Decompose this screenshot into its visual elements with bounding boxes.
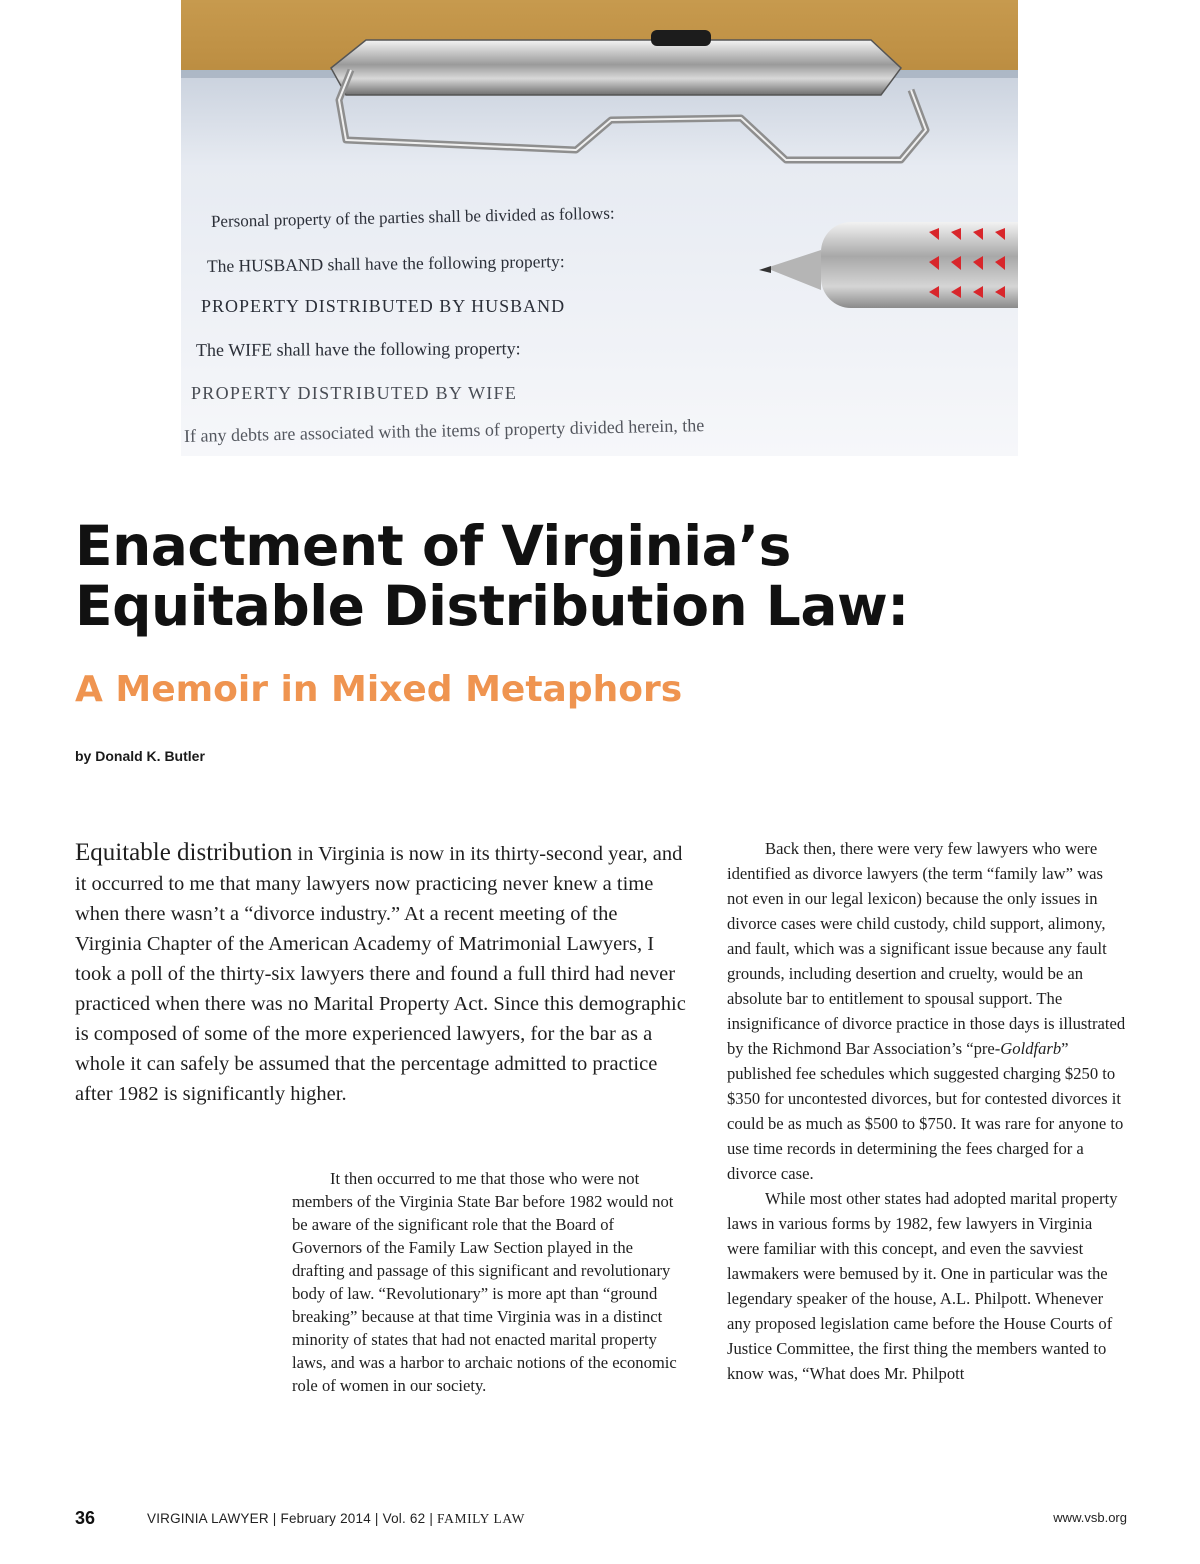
separator: | <box>374 1511 379 1526</box>
lead-start: Equitable distribution <box>75 839 293 866</box>
document-line: PROPERTY DISTRIBUTED BY WIFE <box>191 383 518 403</box>
issue-date: February 2014 <box>280 1511 371 1526</box>
volume: Vol. 62 <box>382 1511 426 1526</box>
lead-paragraph <box>75 838 687 1109</box>
title-line: Equitable Distribution Law: <box>75 574 909 638</box>
page-number: 36 <box>75 1508 96 1528</box>
case-name: Goldfarb <box>1000 1039 1062 1058</box>
document-line: The WIFE shall have the following property: <box>195 338 521 360</box>
byline: by Donald K. Butler <box>75 748 205 764</box>
document-line: The HUSBAND shall have the following property: <box>206 251 565 276</box>
right-paragraph-1 <box>727 836 1127 1186</box>
separator: | <box>429 1511 434 1526</box>
article-title <box>75 516 1135 636</box>
article-subtitle: A Memoir in Mixed Metaphors <box>75 669 683 710</box>
lead-text: in Virginia is now in its thirty-second year, and it occurred to me that many lawyers now practicing never knew a time when there wasn’t a “divorce industry.” At a recent meeting of the Virginia Chapter of the American Academy of Matrimonial Lawyers, I took a poll of the thirty-six lawyers there and found a full third had never practiced when there was no Marital Property Act. Since this demographic is composed of some of the more experienced lawyers, for the bar as a whole it can safely be assumed that the percentage admitted to practice after 1982 is significantly higher. <box>75 843 686 1105</box>
title-line: Enactment of Virginia’s <box>75 514 791 578</box>
document-line: PROPERTY DISTRIBUTED BY HUSBAND <box>201 296 566 316</box>
publication-name: VIRGINIA LAWYER <box>147 1511 269 1526</box>
site-url: www.vsb.org <box>1053 1510 1127 1525</box>
right-paragraph-2: While most other states had adopted marital property laws in various forms by 1982, few lawyers in Virginia were familiar with this concept, and even the savviest lawmakers were bemused by it. One in particular was the legendary speaker of the house, A.L. Philpott. Whenever any proposed legislation came before the House Courts of Justice Committee, the first thing the members wanted to know was, “What does Mr. Philpott <box>727 1189 1118 1383</box>
text-run: ” published fee schedules which suggested charging $250 to $350 for uncontested divorces, but for contested divorces it could be as much as $500 to $750. It was rare for anyone to use time records in determining the fees charged for a divorce case. <box>727 1039 1124 1183</box>
page-footer <box>75 1508 1127 1532</box>
text-run: Back then, there were very few lawyers who were identified as divorce lawyers (the term “family law” was not even in our legal lexicon) because the only issues in divorce cases were child custody, child support, alimony, and fault, which was a significant issue because any fault grounds, including desertion and cruelty, would be an absolute bar to entitlement to spousal support. The insignificance of divorce practice in those days is illustrated by the Richmond Bar Association’s “pre- <box>727 839 1126 1058</box>
hero-image <box>181 0 1018 456</box>
document-line: If any debts are associated with the items of property divided herein, the <box>183 415 705 446</box>
document-line: Personal property of the parties shall be divided as follows: <box>210 203 615 231</box>
running-head <box>147 1511 525 1527</box>
right-column <box>727 836 1127 1386</box>
section-name: FAMILY LAW <box>437 1511 525 1526</box>
middle-column-paragraph: It then occurred to me that those who were not members of the Virginia State Bar before 1982 would not be aware of the significant role that the Board of Governors of the Family Law Section played in the drafting and passage of this significant and revolutionary body of law. “Revolutionary” is more apt than “ground breaking” because at that time Virginia was in a distinct minority of states that had not enacted marital property laws, and was a harbor to archaic notions of the economic role of women in our society. <box>292 1169 677 1395</box>
separator: | <box>272 1511 277 1526</box>
